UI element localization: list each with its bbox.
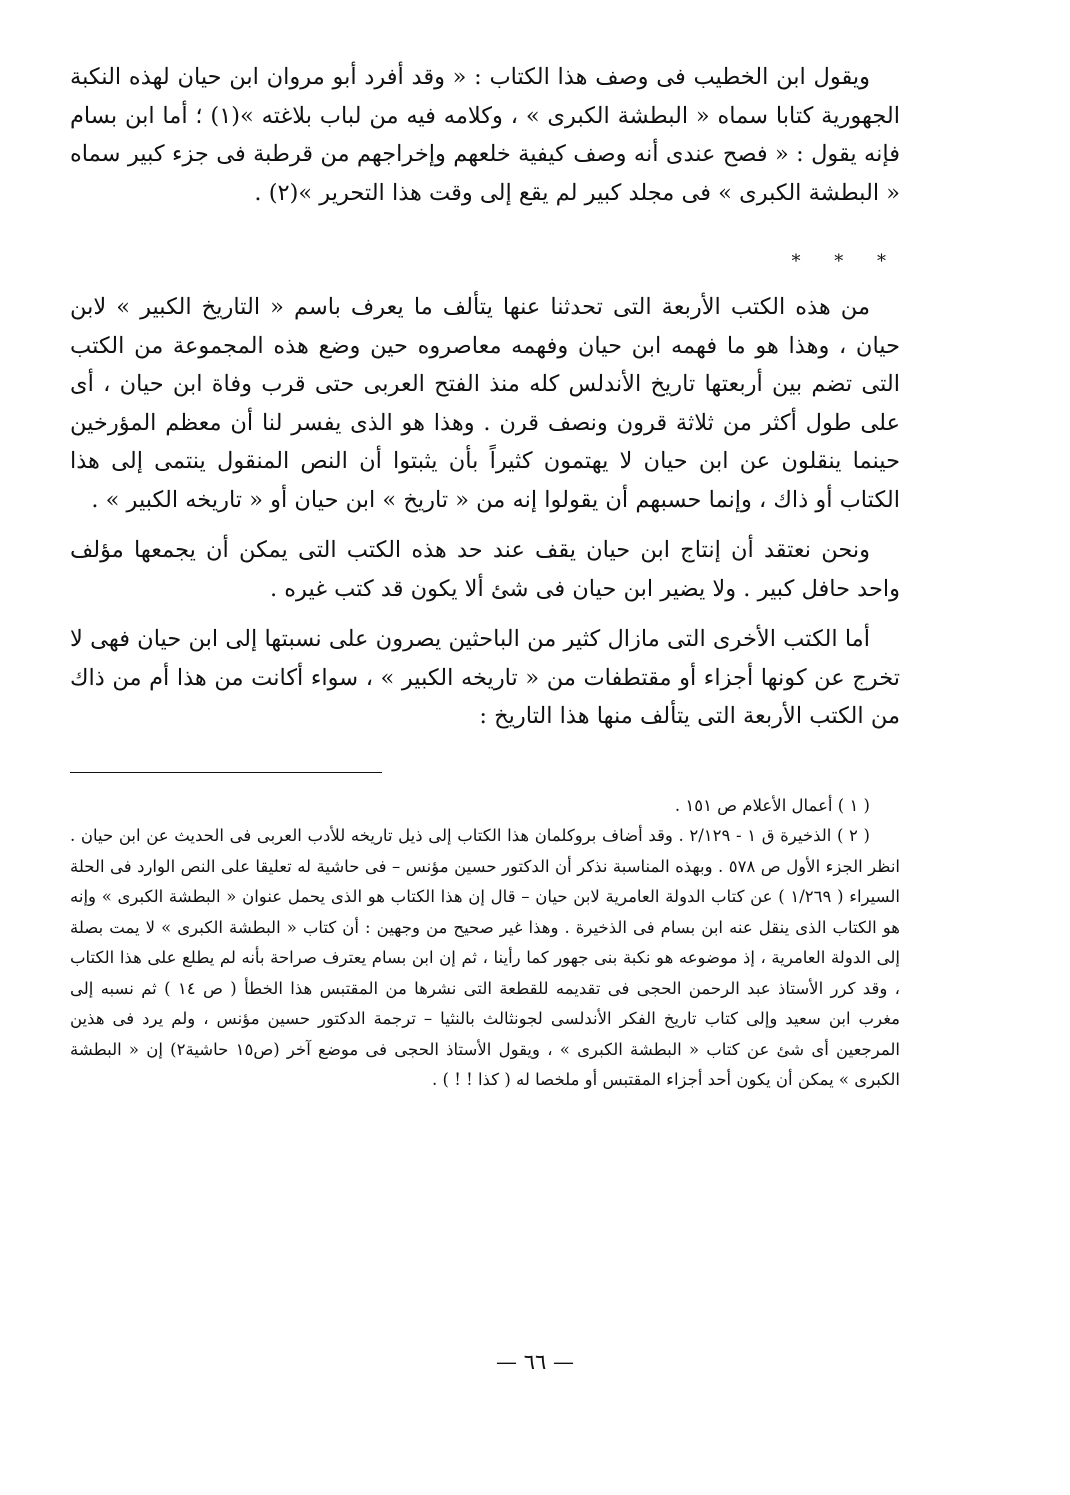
document-page xyxy=(70,58,900,1096)
footnote: ( ١ ) أعمال الأعلام ص ١٥١ . xyxy=(674,795,870,815)
footnote-divider xyxy=(70,772,382,773)
paragraph: ويقول ابن الخطيب فى وصف هذا الكتاب : « وقد أفرد أبو مروان ابن حيان لهذه النكبة الجهورية كتابا سماه « البطشة الكبرى » ، وكلامه فيه من لباب بلاغته »(١) ؛ أما ابن بسام فإنه يقول : « فصح عندى أنه وصف كيفية خلعهم وإخراجهم من قرطبة فى جزء كبير سماه « البطشة الكبرى » فى مجلد كبير لم يقع إلى وقت هذا التحرير »(٢) . xyxy=(70,64,900,206)
paragraph: أما الكتب الأخرى التى مازال كثير من الباحثين يصرون على نسبتها إلى ابن حيان فهى لا تخرج عن كونها أجزاء أو مقتطفات من « تاريخه الكبير » ، سواء أكانت من هذا أم من ذاك من الكتب الأربعة التى يتألف منها هذا التاريخ : xyxy=(70,626,900,729)
main-text xyxy=(70,58,900,736)
paragraph: ونحن نعتقد أن إنتاج ابن حيان يقف عند حد هذه الكتب التى يمكن أن يجمعها مؤلف واحد حافل كبير . ولا يضير ابن حيان فى شئ ألا يكون قد كتب غيره . xyxy=(70,537,900,602)
paragraph: من هذه الكتب الأربعة التى تحدثنا عنها يتألف ما يعرف باسم « التاريخ الكبير » لابن حيان ، وهذا هو ما فهمه ابن حيان وفهمه معاصروه حين وضع هذه المجموعة من الكتب التى تضم بين أربعتها تاريخ الأندلس كله منذ الفتح العربى حتى قرب وفاة ابن حيان ، أى على طول أكثر من ثلاثة قرون ونصف قرن . وهذا هو الذى يفسر لنا أن معظم المؤرخين حينما ينقلون عن ابن حيان لا يهتمون كثيراً بأن يثبتوا أن النص المنقول ينتمى إلى هذا الكتاب أو ذاك ، وإنما حسبهم أن يقولوا إنه من « تاريخ » ابن حيان أو « تاريخه الكبير » . xyxy=(70,294,900,513)
section-separator: * * * xyxy=(791,251,900,272)
page-number: — ٦٦ — xyxy=(496,1350,574,1374)
footnotes xyxy=(70,791,900,1096)
footnote: ( ٢ ) الذخيرة ق ١ - ٢/١٢٩ . وقد أضاف بروكلمان هذا الكتاب إلى ذيل تاريخه للأدب العربى فى الحديث عن ابن حيان . انظر الجزء الأول ص ٥٧٨ . وبهذه المناسبة نذكر أن الدكتور حسين مؤنس – فى حاشية له تعليقا على النص الوارد فى الحلة السيراء ( ١/٢٦٩ ) عن كتاب الدولة العامرية لابن حيان – قال إن هذا الكتاب هو الذى يحمل عنوان « البطشة الكبرى » وإنه هو الكتاب الذى ينقل عنه ابن بسام فى الذخيرة . وهذا غير صحيح من وجهين : أن كتاب « البطشة الكبرى » لا يمت بصلة إلى الدولة العامرية ، إذ موضوعه هو نكبة بنى جهور كما رأينا ، ثم إن ابن بسام يعترف صراحة بأنه لم يطلع على هذا الكتاب ، وقد كرر الأستاذ عبد الرحمن الحجى فى تقديمه للقطعة التى نشرها من المقتبس هذا الخطأ ( ص ١٤ ) ثم نسبه إلى مغرب ابن سعيد وإلى كتاب تاريخ الفكر الأندلسى لجونثالث بالنثيا – ترجمة الدكتور حسين مؤنس ، ولم يرد فى هذين المرجعين أى شئ عن كتاب « البطشة الكبرى » ، ويقول الأستاذ الحجى فى موضع آخر (ص١٥ حاشية٢) إن « البطشة الكبرى » يمكن أن يكون أحد أجزاء المقتبس أو ملخصا له ( كذا ! ! ) . xyxy=(70,826,900,1089)
